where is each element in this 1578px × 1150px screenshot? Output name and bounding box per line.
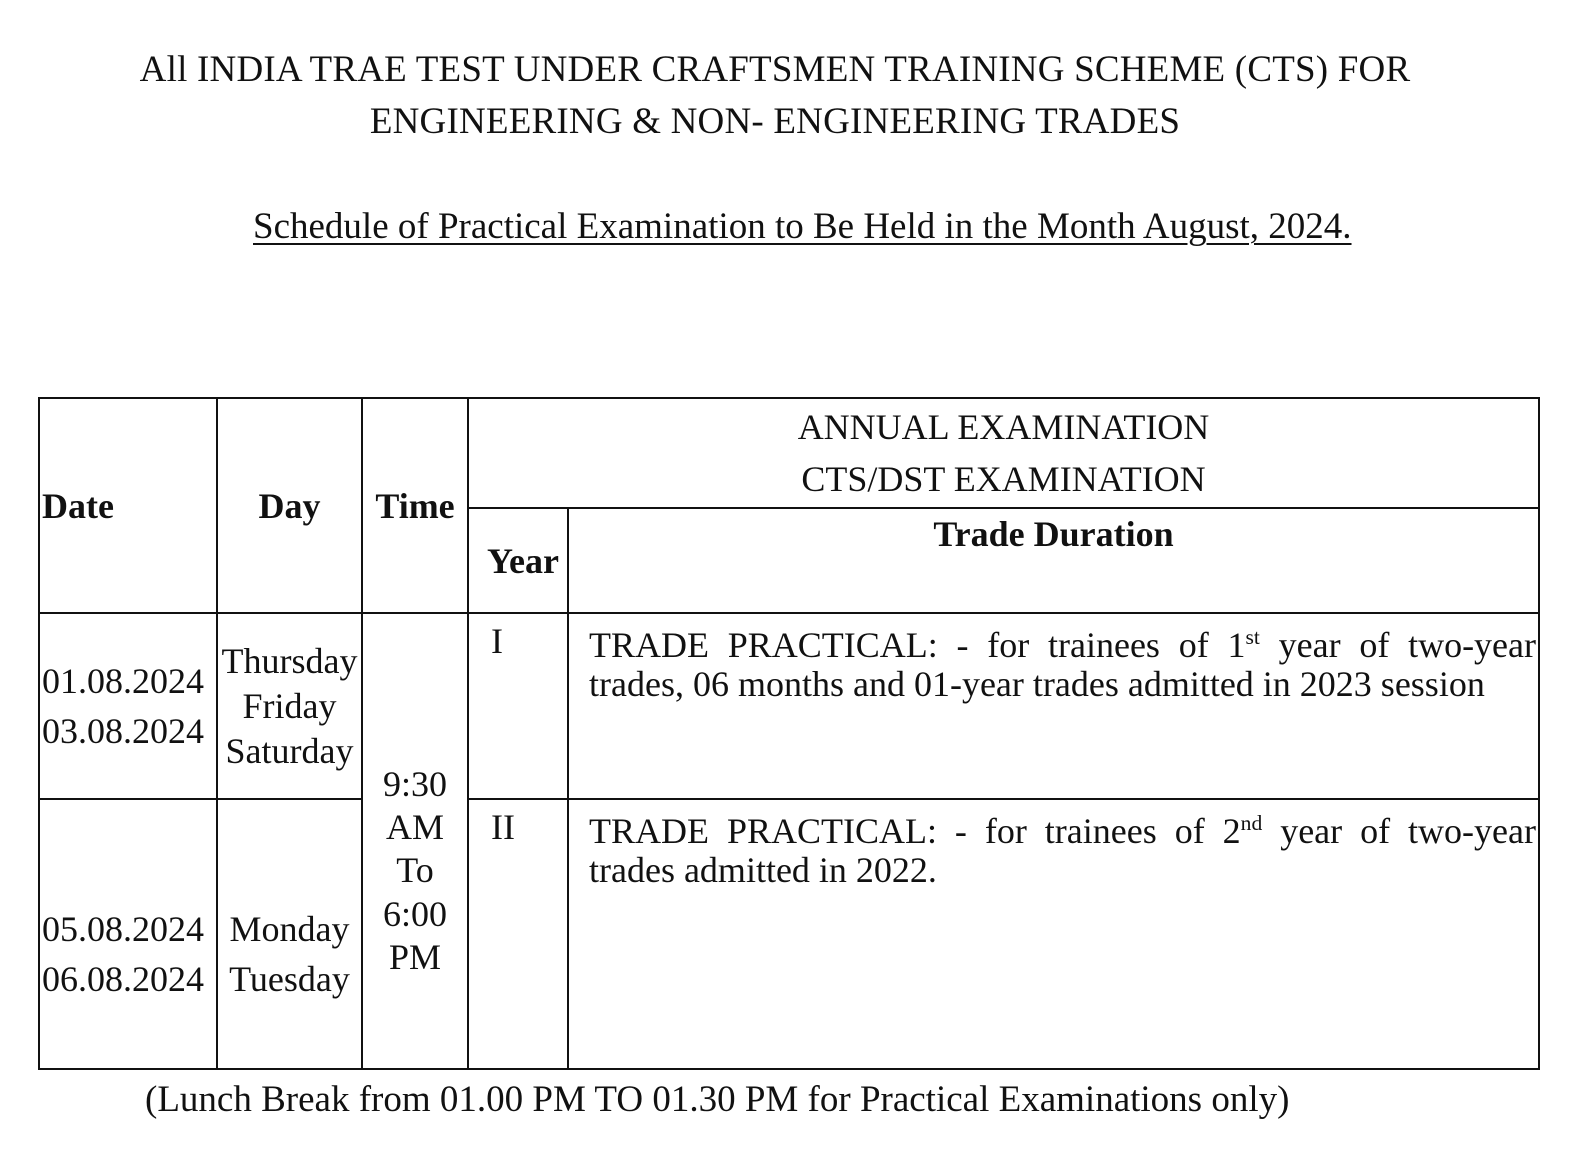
table-row [39, 799, 1539, 1069]
ordinal-suffix: st [1245, 625, 1260, 649]
day-value: Thursday [221, 640, 358, 681]
day-cell [217, 799, 362, 1069]
header-trade-duration: Trade Duration [568, 508, 1539, 613]
date-value: 01.08.2024 [42, 660, 204, 701]
header-day: Day [217, 398, 362, 613]
date-value: 03.08.2024 [42, 711, 204, 751]
header-row-1 [39, 398, 1539, 508]
time-start: 9:30 [382, 764, 447, 805]
document-title-line1: All INDIA TRAE TEST UNDER CRAFTSMEN TRAINING SCHEME (CTS) FOR [139, 49, 1411, 90]
trade-description-cell [568, 799, 1539, 1069]
header-time: Time [362, 398, 468, 613]
time-end: 6:00 [382, 893, 447, 934]
day-value: Monday [229, 908, 350, 949]
header-annual-examination [468, 398, 1539, 508]
trade-description-text: year of two-year trades admitted in 2022. [589, 811, 1536, 890]
exam-schedule-table [38, 397, 1540, 1070]
trade-description-text: TRADE PRACTICAL: - for trainees of 1 [589, 625, 1246, 665]
year-cell: II [468, 799, 568, 1069]
day-value: Tuesday [229, 959, 350, 999]
trade-description-text: TRADE PRACTICAL: - for trainees of 2 [589, 811, 1241, 851]
header-year: Year [468, 508, 568, 613]
trade-description-text: year of two-year trades, 06 months and 01-year trades admitted in 2023 session [589, 625, 1536, 704]
date-cell [39, 613, 217, 799]
annual-examination-label: ANNUAL EXAMINATION [797, 406, 1210, 447]
time-end-meridiem: PM [388, 936, 442, 977]
date-value: 05.08.2024 [42, 908, 204, 949]
document-title-line2: ENGINEERING & NON- ENGINEERING TRADES [369, 101, 1181, 142]
header-date: Date [39, 398, 217, 613]
date-cell [39, 799, 217, 1069]
lunch-break-note: (Lunch Break from 01.00 PM TO 01.30 PM for Practical Examinations only) [145, 1079, 1290, 1120]
year-cell: I [468, 613, 568, 799]
schedule-subtitle: Schedule of Practical Examination to Be Held in the Month August, 2024. [253, 206, 1352, 247]
date-value: 06.08.2024 [42, 959, 204, 999]
cts-dst-examination-label: CTS/DST EXAMINATION [801, 459, 1206, 499]
trade-description-cell [568, 613, 1539, 799]
table-row [39, 613, 1539, 799]
time-cell [362, 613, 468, 1069]
time-separator: To [396, 850, 434, 891]
day-value: Friday [242, 685, 337, 726]
ordinal-suffix: nd [1240, 811, 1263, 835]
day-value: Saturday [225, 730, 354, 771]
time-start-meridiem: AM [385, 807, 444, 848]
day-cell [217, 613, 362, 799]
